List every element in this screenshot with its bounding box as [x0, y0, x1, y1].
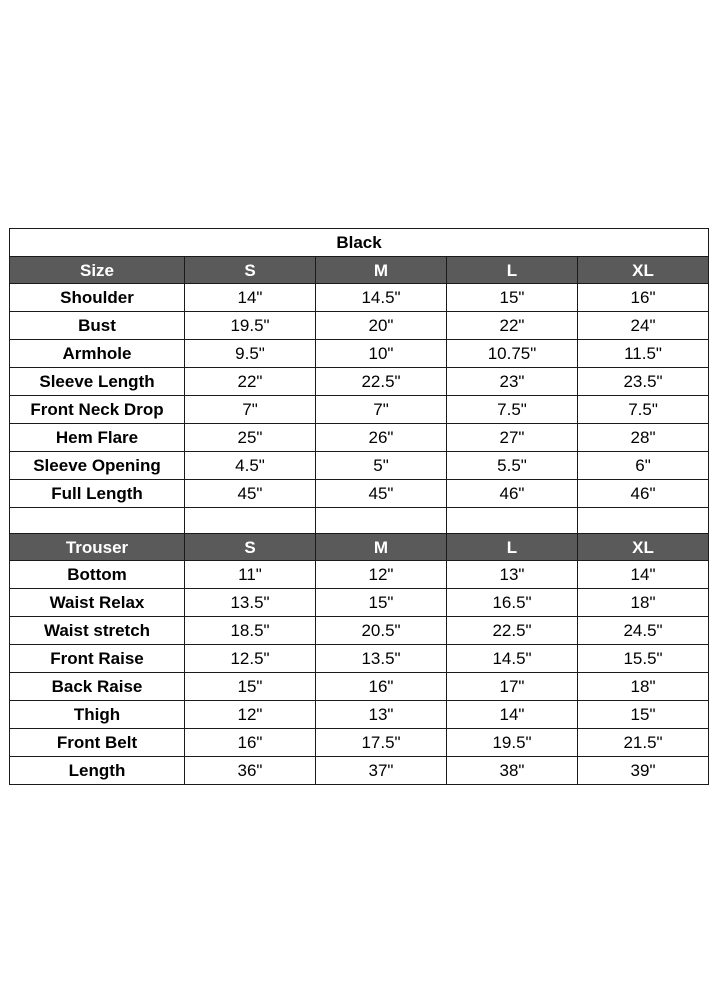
measurement-value: 22.5" — [316, 368, 447, 396]
measurement-value: 12" — [185, 701, 316, 729]
empty-cell — [10, 508, 185, 534]
measurement-value: 18" — [578, 589, 709, 617]
measurement-value: 13" — [447, 561, 578, 589]
measurement-value: 46" — [578, 480, 709, 508]
measurement-value: 5.5" — [447, 452, 578, 480]
measurement-label: Shoulder — [10, 284, 185, 312]
measurement-value: 38" — [447, 757, 578, 785]
measurement-value: 16" — [316, 673, 447, 701]
measurement-value: 24.5" — [578, 617, 709, 645]
measurement-value: 24" — [578, 312, 709, 340]
measurement-value: 14.5" — [316, 284, 447, 312]
size-header-cell: XL — [578, 257, 709, 284]
measurement-value: 7.5" — [447, 396, 578, 424]
measurement-value: 22" — [447, 312, 578, 340]
measurement-value: 7" — [316, 396, 447, 424]
measurement-value: 27" — [447, 424, 578, 452]
measurement-value: 14" — [447, 701, 578, 729]
measurement-value: 13.5" — [185, 589, 316, 617]
measurement-value: 9.5" — [185, 340, 316, 368]
measurement-value: 45" — [185, 480, 316, 508]
measurement-value: 46" — [447, 480, 578, 508]
measurement-value: 37" — [316, 757, 447, 785]
measurement-value: 16.5" — [447, 589, 578, 617]
size-header-cell: L — [447, 257, 578, 284]
measurement-label: Sleeve Opening — [10, 452, 185, 480]
measurement-value: 10" — [316, 340, 447, 368]
measurement-label: Armhole — [10, 340, 185, 368]
table-row — [10, 480, 709, 508]
measurement-value: 4.5" — [185, 452, 316, 480]
measurement-value: 15" — [316, 589, 447, 617]
trouser-header-row — [10, 534, 709, 561]
measurement-value: 7.5" — [578, 396, 709, 424]
table-row — [10, 396, 709, 424]
measurement-value: 12" — [316, 561, 447, 589]
size-header-cell: S — [185, 257, 316, 284]
measurement-value: 22.5" — [447, 617, 578, 645]
measurement-value: 15.5" — [578, 645, 709, 673]
measurement-value: 15" — [185, 673, 316, 701]
trouser-header-cell: XL — [578, 534, 709, 561]
measurement-label: Bust — [10, 312, 185, 340]
measurement-value: 26" — [316, 424, 447, 452]
table-title: Black — [10, 229, 709, 257]
measurement-label: Length — [10, 757, 185, 785]
measurement-value: 13" — [316, 701, 447, 729]
measurement-value: 14.5" — [447, 645, 578, 673]
table-row — [10, 645, 709, 673]
measurement-value: 17" — [447, 673, 578, 701]
empty-cell — [316, 508, 447, 534]
measurement-label: Full Length — [10, 480, 185, 508]
measurement-label: Bottom — [10, 561, 185, 589]
measurement-label: Sleeve Length — [10, 368, 185, 396]
measurement-value: 14" — [578, 561, 709, 589]
measurement-value: 16" — [185, 729, 316, 757]
table-row — [10, 589, 709, 617]
table-row — [10, 757, 709, 785]
table-row — [10, 424, 709, 452]
measurement-value: 19.5" — [185, 312, 316, 340]
measurement-value: 13.5" — [316, 645, 447, 673]
measurement-value: 45" — [316, 480, 447, 508]
measurement-value: 20.5" — [316, 617, 447, 645]
size-header-row — [10, 257, 709, 284]
measurement-label: Front Belt — [10, 729, 185, 757]
table-row — [10, 284, 709, 312]
measurement-value: 14" — [185, 284, 316, 312]
table-row — [10, 729, 709, 757]
measurement-value: 7" — [185, 396, 316, 424]
measurement-value: 28" — [578, 424, 709, 452]
measurement-value: 21.5" — [578, 729, 709, 757]
trouser-header-cell: L — [447, 534, 578, 561]
table-row — [10, 701, 709, 729]
size-header-cell: Size — [10, 257, 185, 284]
table-row — [10, 561, 709, 589]
measurement-value: 23" — [447, 368, 578, 396]
measurement-value: 5" — [316, 452, 447, 480]
measurement-value: 19.5" — [447, 729, 578, 757]
measurement-value: 39" — [578, 757, 709, 785]
measurement-value: 18.5" — [185, 617, 316, 645]
measurement-value: 17.5" — [316, 729, 447, 757]
empty-cell — [185, 508, 316, 534]
measurement-label: Waist stretch — [10, 617, 185, 645]
measurement-value: 22" — [185, 368, 316, 396]
measurement-value: 25" — [185, 424, 316, 452]
table-row — [10, 340, 709, 368]
measurement-value: 23.5" — [578, 368, 709, 396]
size-chart-table — [9, 228, 709, 785]
size-header-cell: M — [316, 257, 447, 284]
measurement-value: 10.75" — [447, 340, 578, 368]
measurement-value: 11" — [185, 561, 316, 589]
spacer-row — [10, 508, 709, 534]
measurement-value: 20" — [316, 312, 447, 340]
measurement-value: 36" — [185, 757, 316, 785]
table-row — [10, 452, 709, 480]
measurement-value: 11.5" — [578, 340, 709, 368]
size-chart — [9, 228, 708, 785]
measurement-label: Front Raise — [10, 645, 185, 673]
measurement-label: Front Neck Drop — [10, 396, 185, 424]
table-row — [10, 673, 709, 701]
measurement-label: Thigh — [10, 701, 185, 729]
trouser-header-cell: S — [185, 534, 316, 561]
measurement-value: 18" — [578, 673, 709, 701]
measurement-value: 15" — [447, 284, 578, 312]
trouser-header-cell: Trouser — [10, 534, 185, 561]
empty-cell — [447, 508, 578, 534]
measurement-label: Hem Flare — [10, 424, 185, 452]
empty-cell — [578, 508, 709, 534]
measurement-value: 12.5" — [185, 645, 316, 673]
title-row — [10, 229, 709, 257]
measurement-label: Waist Relax — [10, 589, 185, 617]
measurement-value: 16" — [578, 284, 709, 312]
table-row — [10, 617, 709, 645]
table-row — [10, 368, 709, 396]
measurement-value: 15" — [578, 701, 709, 729]
measurement-label: Back Raise — [10, 673, 185, 701]
table-row — [10, 312, 709, 340]
measurement-value: 6" — [578, 452, 709, 480]
trouser-header-cell: M — [316, 534, 447, 561]
